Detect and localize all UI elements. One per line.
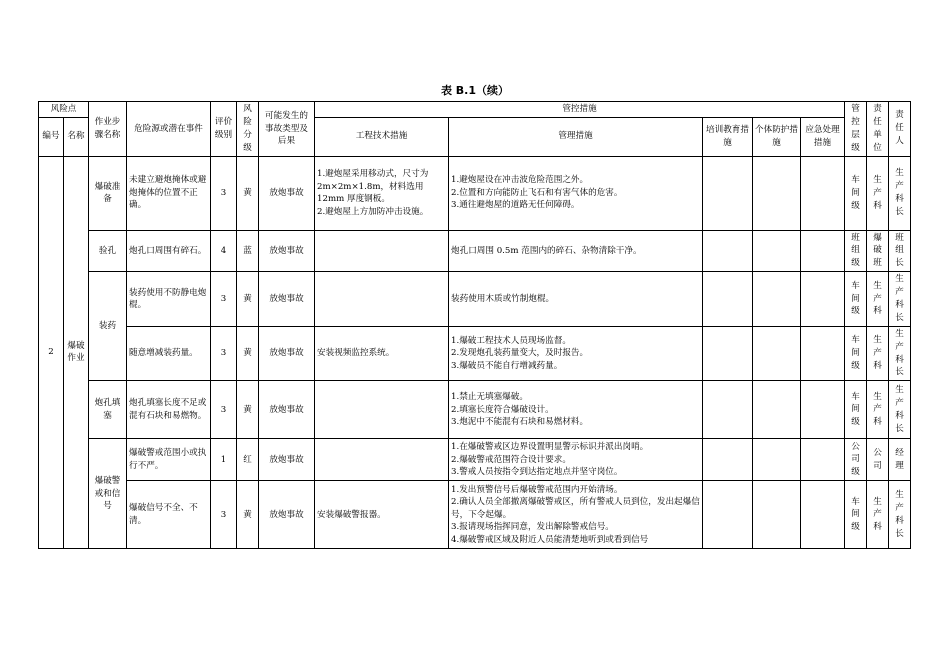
header-consequence: 可能发生的事故类型及后果 <box>259 102 315 157</box>
ppe-cell <box>753 156 801 230</box>
level-cell: 黄 <box>237 156 259 230</box>
resp-person-cell: 生产科长 <box>889 381 911 439</box>
table-row <box>39 272 911 327</box>
resp-person-cell: 班组长 <box>889 230 911 272</box>
management-cell <box>449 381 703 439</box>
header-ppe: 个体防护措施 <box>753 117 801 156</box>
management-line: 1.避炮屋设在冲击波危险范围之外。 <box>451 175 589 186</box>
step-cell: 炮孔填塞 <box>89 381 127 439</box>
consequence-cell: 放炮事故 <box>259 156 315 230</box>
header-name: 名称 <box>64 117 89 156</box>
level-cell: 黄 <box>237 326 259 381</box>
management-cell <box>449 326 703 381</box>
hazard-cell: 装药使用不防静电炮棍。 <box>127 272 211 327</box>
resp-unit-cell: 生产科 <box>867 272 889 327</box>
management-line: 3.爆破员不能自行增减药量。 <box>451 360 563 371</box>
resp-unit-cell: 生产科 <box>867 156 889 230</box>
management-line: 1.发出预警信号后爆破警戒范围内开始清场。 <box>451 484 623 495</box>
table-row <box>39 481 911 549</box>
header-step: 作业步骤名称 <box>89 102 127 157</box>
header-hazard: 危险源或潜在事件 <box>127 102 211 157</box>
management-cell <box>449 272 703 327</box>
management-line: 1.禁止无填塞爆破。 <box>451 392 528 403</box>
consequence-cell: 放炮事故 <box>259 326 315 381</box>
level-cell: 黄 <box>237 272 259 327</box>
risk-control-table <box>38 101 911 549</box>
table-row <box>39 156 911 230</box>
training-cell <box>703 230 753 272</box>
training-cell <box>703 272 753 327</box>
training-cell <box>703 381 753 439</box>
table-row <box>39 230 911 272</box>
control-level-cell: 车间级 <box>845 272 867 327</box>
management-cell <box>449 230 703 272</box>
table-row <box>39 439 911 481</box>
resp-person-cell: 经理 <box>889 439 911 481</box>
control-level-cell: 车间级 <box>845 381 867 439</box>
hazard-cell: 随意增减装药量。 <box>127 326 211 381</box>
engineering-line: 1.避炮屋采用移动式，尺寸为 2m×2m×1.8m，材料选用 12mm 厚度钢板。 <box>317 169 429 205</box>
table-row <box>39 381 911 439</box>
header-resp-unit: 责任单位 <box>867 102 889 157</box>
header-control: 管控措施 <box>315 102 845 118</box>
eval-cell: 3 <box>211 156 237 230</box>
management-line: 2.确认人员全部撤离爆破警戒区，所有警戒人员到位，发出起爆信号，下令起爆。 <box>451 497 700 520</box>
management-line: 3.报请现场指挥同意，发出解除警戒信号。 <box>451 522 614 533</box>
ppe-cell <box>753 272 801 327</box>
engineering-cell <box>315 272 449 327</box>
consequence-cell: 放炮事故 <box>259 481 315 549</box>
consequence-cell: 放炮事故 <box>259 230 315 272</box>
consequence-cell: 放炮事故 <box>259 381 315 439</box>
control-level-cell: 公司级 <box>845 439 867 481</box>
header-training: 培训教育措施 <box>703 117 753 156</box>
emergency-cell <box>801 272 845 327</box>
table-title: 表 B.1（续） <box>440 84 510 97</box>
emergency-cell <box>801 326 845 381</box>
training-cell <box>703 326 753 381</box>
ppe-cell <box>753 439 801 481</box>
resp-person-cell: 生产科长 <box>889 326 911 381</box>
header-risk-level: 风险分级 <box>237 102 259 157</box>
resp-unit-cell: 生产科 <box>867 481 889 549</box>
header-number: 编号 <box>39 117 64 156</box>
eval-cell: 1 <box>211 439 237 481</box>
management-line: 3.炮泥中不能混有石块和易燃材料。 <box>451 417 589 428</box>
level-cell: 黄 <box>237 481 259 549</box>
step-cell: 爆破准备 <box>89 156 127 230</box>
ppe-cell <box>753 481 801 549</box>
management-line: 3.警戒人员按指令到达指定地点并坚守岗位。 <box>451 467 623 478</box>
header-engineering: 工程技术措施 <box>315 117 449 156</box>
header-evaluation: 评价级别 <box>211 102 237 157</box>
level-cell: 红 <box>237 439 259 481</box>
control-level-cell: 车间级 <box>845 326 867 381</box>
management-line: 2.发现炮孔装药量变大，及时报告。 <box>451 348 589 359</box>
consequence-cell: 放炮事故 <box>259 439 315 481</box>
engineering-cell <box>315 439 449 481</box>
table-row <box>39 326 911 381</box>
control-level-cell: 车间级 <box>845 481 867 549</box>
step-cell: 验孔 <box>89 230 127 272</box>
group-number: 2 <box>39 156 64 549</box>
eval-cell: 3 <box>211 381 237 439</box>
step-cell: 爆破警戒和信号 <box>89 439 127 549</box>
consequence-cell: 放炮事故 <box>259 272 315 327</box>
emergency-cell <box>801 481 845 549</box>
resp-unit-cell: 生产科 <box>867 381 889 439</box>
management-cell <box>449 156 703 230</box>
hazard-cell: 炮孔口周围有碎石。 <box>127 230 211 272</box>
hazard-cell: 爆破警戒范围小或执行不严。 <box>127 439 211 481</box>
resp-unit-cell: 公司 <box>867 439 889 481</box>
management-line: 2.位置和方向能防止飞石和有害气体的危害。 <box>451 187 623 198</box>
resp-person-cell: 生产科长 <box>889 481 911 549</box>
management-cell <box>449 439 703 481</box>
ppe-cell <box>753 381 801 439</box>
training-cell <box>703 481 753 549</box>
ppe-cell <box>753 230 801 272</box>
header-control-level: 管控层级 <box>845 102 867 157</box>
management-line: 4.爆破警戒区域及附近人员能清楚地听到或看到信号 <box>451 534 649 545</box>
emergency-cell <box>801 230 845 272</box>
management-line: 2.爆破警戒范围符合设计要求。 <box>451 454 571 465</box>
management-line: 炮孔口周围 0.5m 范围内的碎石、杂物清除干净。 <box>451 245 642 256</box>
training-cell <box>703 156 753 230</box>
emergency-cell <box>801 156 845 230</box>
eval-cell: 4 <box>211 230 237 272</box>
step-cell: 装药 <box>89 272 127 381</box>
engineering-cell <box>315 156 449 230</box>
control-level-cell: 班组级 <box>845 230 867 272</box>
eval-cell: 3 <box>211 272 237 327</box>
hazard-cell: 炮孔填塞长度不足或混有石块和易燃物。 <box>127 381 211 439</box>
engineering-cell: 安装视频监控系统。 <box>315 326 449 381</box>
emergency-cell <box>801 381 845 439</box>
group-name: 爆破作业 <box>64 156 89 549</box>
resp-unit-cell: 生产科 <box>867 326 889 381</box>
level-cell: 蓝 <box>237 230 259 272</box>
header-management: 管理措施 <box>449 117 703 156</box>
management-line: 1.爆破工程技术人员现场监督。 <box>451 335 571 346</box>
management-line: 1.在爆破警戒区边界设置明显警示标识并派出岗哨。 <box>451 442 649 453</box>
engineering-cell <box>315 381 449 439</box>
level-cell: 黄 <box>237 381 259 439</box>
header-emergency: 应急处理措施 <box>801 117 845 156</box>
management-cell <box>449 481 703 549</box>
hazard-cell: 爆破信号不全、不清。 <box>127 481 211 549</box>
eval-cell: 3 <box>211 481 237 549</box>
training-cell <box>703 439 753 481</box>
engineering-cell <box>315 230 449 272</box>
resp-unit-cell: 爆破班 <box>867 230 889 272</box>
control-level-cell: 车间级 <box>845 156 867 230</box>
ppe-cell <box>753 326 801 381</box>
eval-cell: 3 <box>211 326 237 381</box>
engineering-cell: 安装爆破警报器。 <box>315 481 449 549</box>
management-line: 装药使用木质或竹制炮棍。 <box>451 293 555 304</box>
header-resp-person: 责任人 <box>889 102 911 157</box>
header-risk-point: 风险点 <box>39 102 89 118</box>
resp-person-cell: 生产科长 <box>889 272 911 327</box>
management-line: 3.通往避炮屋的道路无任何障碍。 <box>451 200 580 211</box>
management-line: 2.填塞长度符合爆破设计。 <box>451 404 554 415</box>
resp-person-cell: 生产科长 <box>889 156 911 230</box>
hazard-cell: 未建立避炮掩体或避炮掩体的位置不正确。 <box>127 156 211 230</box>
engineering-line: 2.避炮屋上方加防冲击设施。 <box>317 206 429 217</box>
emergency-cell <box>801 439 845 481</box>
